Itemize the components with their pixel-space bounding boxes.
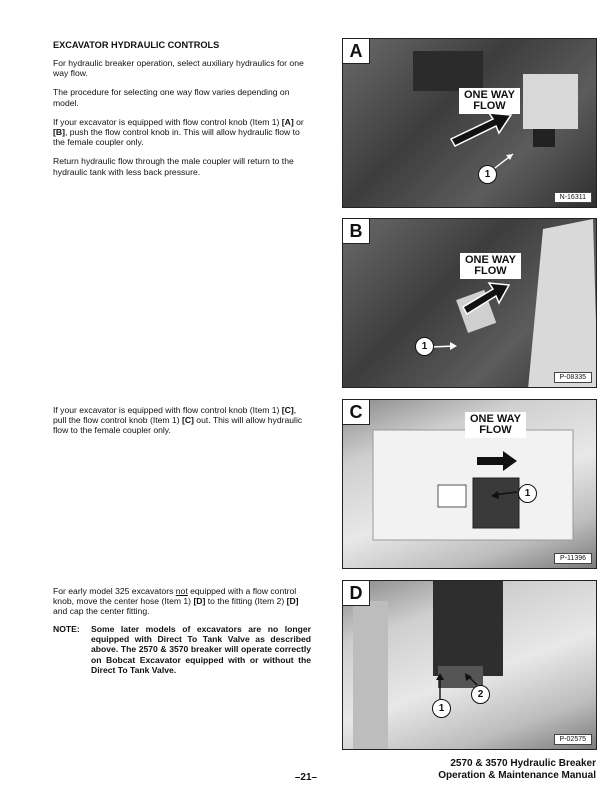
figure-b-photo: [342, 218, 597, 388]
paragraph-procedure: The procedure for selecting one way flow varies depending on model.: [53, 87, 290, 108]
figure-a-letter: A: [343, 39, 370, 64]
intro-text: [53, 58, 308, 186]
paragraph-return-flow: Return hydraulic flow through the male coupler will return to the hydraulic tank with less back pressure.: [53, 156, 294, 177]
figure-b-letter: B: [343, 219, 370, 244]
figure-b-flow-label: ONE WAY FLOW: [460, 253, 521, 279]
figure-b-illustration: [343, 219, 597, 388]
paragraph-pull-knob: If your excavator is equipped with flow control knob (Item 1) [C], pull the flow control knob (Item 1) [C] out. This will allow hydraulic flow to the female coupler only.: [53, 405, 303, 436]
note-label: NOTE:: [53, 624, 80, 634]
paragraph-push-knob: If your excavator is equipped with flow control knob (Item 1) [A] or [B], push the flow control knob in. This will allow hydraulic flow to the female coupler only.: [53, 116, 304, 148]
manual-title: 2570 & 3570 Hydraulic Breaker Operation & Maintenance Manual: [438, 758, 596, 781]
section-heading: EXCAVATOR HYDRAULIC CONTROLS: [53, 40, 220, 50]
figure-a-photo: [342, 38, 597, 208]
figure-a-flow-label: ONE WAY FLOW: [459, 88, 520, 114]
figure-b-callout-1: 1: [415, 337, 434, 356]
page-number: –21–: [294, 772, 318, 783]
figure-c-letter: C: [343, 400, 370, 425]
paragraph-early-model: For early model 325 excavators not equipped with a flow control knob, move the center hose (Item 1) [D] to the fitting (Item 2) [D] and cap the center fitting.: [53, 586, 299, 617]
figure-d-photo: [342, 580, 597, 750]
figure-d-callout-2: 2: [471, 685, 490, 704]
figure-c-photo: [342, 399, 597, 569]
figure-d-callout-1: 1: [432, 699, 451, 718]
figure-a-code: N-16311: [554, 192, 592, 203]
figure-d-letter: D: [343, 581, 370, 606]
figure-c-flow-label: ONE WAY FLOW: [465, 412, 526, 438]
note-block: [53, 624, 311, 675]
figure-d-illustration: [343, 581, 597, 750]
paragraph-one-way: For hydraulic breaker operation, select auxiliary hydraulics for one way flow.: [53, 58, 304, 79]
figure-a-illustration: [343, 39, 597, 208]
figure-b-code: P-08335: [554, 372, 592, 383]
figure-d-code: P-02575: [554, 734, 592, 745]
note-text: Some later models of excavators are no longer equipped with Direct To Tank Valve as described above. The 2570 & 3570 breaker will operate correctly on Bobcat Excavator equipped with or without the Direct To Tank Valve.: [91, 624, 311, 675]
figure-c-callout-1: 1: [518, 484, 537, 503]
figure-c-code: P-11396: [554, 553, 592, 564]
figure-a-callout-1: 1: [478, 165, 497, 184]
